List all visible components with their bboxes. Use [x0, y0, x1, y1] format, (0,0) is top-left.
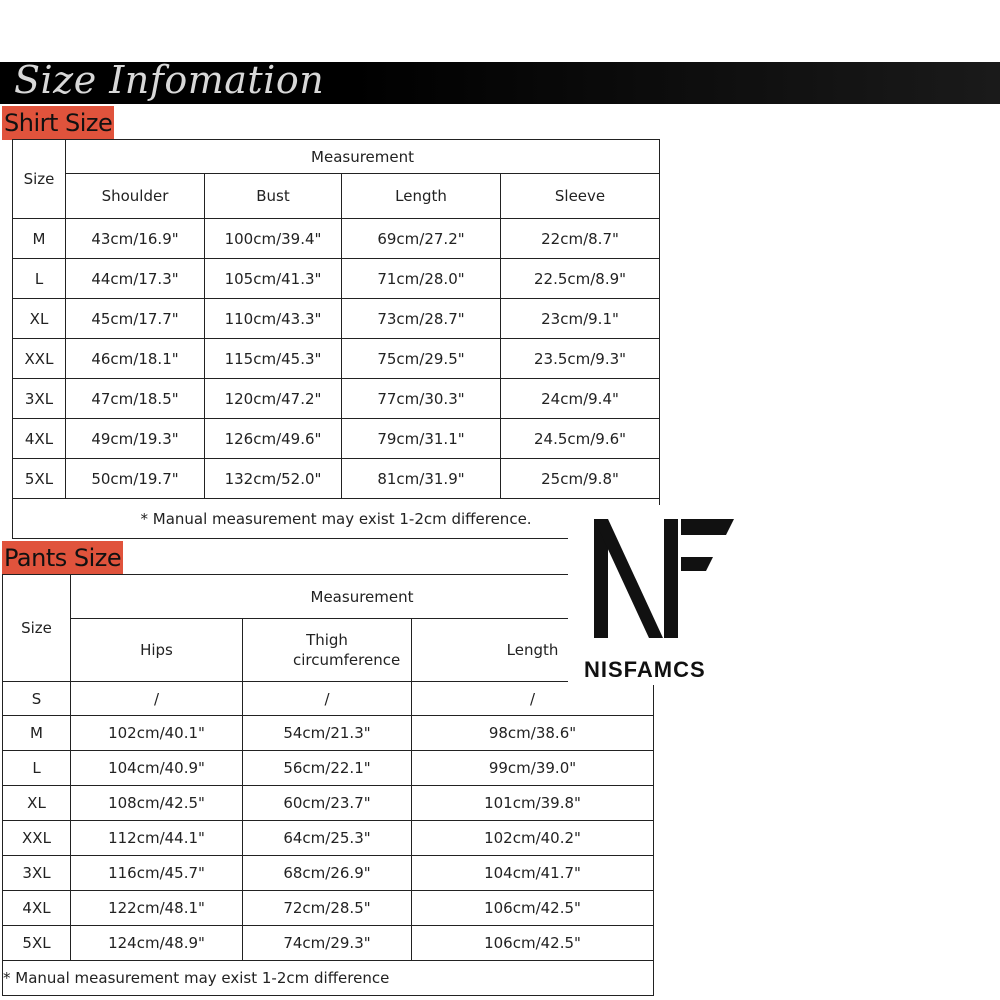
table-row	[3, 891, 654, 926]
value-cell: 98cm/38.6"	[412, 716, 654, 751]
size-cell: M	[3, 716, 71, 751]
size-cell: 5XL	[13, 459, 66, 499]
value-cell: 69cm/27.2"	[342, 219, 501, 259]
value-cell: 64cm/25.3"	[243, 821, 412, 856]
value-cell: /	[412, 682, 654, 716]
size-cell: 4XL	[3, 891, 71, 926]
value-cell: 50cm/19.7"	[66, 459, 205, 499]
table-row	[13, 339, 660, 379]
value-cell: /	[243, 682, 412, 716]
value-cell: 102cm/40.1"	[71, 716, 243, 751]
shirt-size-header: Size	[13, 140, 66, 219]
pants-measurement-header: Measurement	[71, 575, 654, 619]
value-cell: 108cm/42.5"	[71, 786, 243, 821]
value-cell: 99cm/39.0"	[412, 751, 654, 786]
table-row	[13, 219, 660, 259]
value-cell: 68cm/26.9"	[243, 856, 412, 891]
value-cell: 122cm/48.1"	[71, 891, 243, 926]
value-cell: 54cm/21.3"	[243, 716, 412, 751]
value-cell: 102cm/40.2"	[412, 821, 654, 856]
value-cell: 25cm/9.8"	[501, 459, 660, 499]
value-cell: 24.5cm/9.6"	[501, 419, 660, 459]
value-cell: 106cm/42.5"	[412, 926, 654, 961]
shirt-note: * Manual measurement may exist 1-2cm difference.	[13, 499, 660, 539]
table-row	[3, 682, 654, 716]
pants-col-header: Thigh circumference	[243, 619, 412, 682]
value-cell: 73cm/28.7"	[342, 299, 501, 339]
table-row	[13, 299, 660, 339]
value-cell: 110cm/43.3"	[205, 299, 342, 339]
value-cell: 104cm/40.9"	[71, 751, 243, 786]
size-cell: 3XL	[13, 379, 66, 419]
title-banner	[0, 58, 1000, 104]
value-cell: 74cm/29.3"	[243, 926, 412, 961]
size-cell: M	[13, 219, 66, 259]
value-cell: 22.5cm/8.9"	[501, 259, 660, 299]
size-cell: XXL	[3, 821, 71, 856]
size-cell: XL	[3, 786, 71, 821]
shirt-size-table	[12, 139, 660, 539]
pants-size-table	[2, 574, 654, 996]
brand-logo	[568, 505, 748, 685]
pants-size-header: Size	[3, 575, 71, 682]
pants-note: * Manual measurement may exist 1-2cm difference	[3, 961, 654, 996]
value-cell: 56cm/22.1"	[243, 751, 412, 786]
table-row	[3, 751, 654, 786]
size-cell: XXL	[13, 339, 66, 379]
table-row	[3, 821, 654, 856]
value-cell: 104cm/41.7"	[412, 856, 654, 891]
value-cell: 100cm/39.4"	[205, 219, 342, 259]
table-row	[3, 716, 654, 751]
value-cell: 75cm/29.5"	[342, 339, 501, 379]
size-cell: L	[13, 259, 66, 299]
shirt-size-label: Shirt Size	[2, 106, 114, 140]
pants-col-header: Length	[412, 619, 654, 682]
table-row	[3, 786, 654, 821]
value-cell: 47cm/18.5"	[66, 379, 205, 419]
value-cell: 79cm/31.1"	[342, 419, 501, 459]
page-title: Size Infomation	[14, 58, 325, 102]
value-cell: 132cm/52.0"	[205, 459, 342, 499]
table-row	[13, 459, 660, 499]
value-cell: 45cm/17.7"	[66, 299, 205, 339]
value-cell: 116cm/45.7"	[71, 856, 243, 891]
value-cell: 49cm/19.3"	[66, 419, 205, 459]
value-cell: 112cm/44.1"	[71, 821, 243, 856]
value-cell: 72cm/28.5"	[243, 891, 412, 926]
value-cell: 60cm/23.7"	[243, 786, 412, 821]
value-cell: 23cm/9.1"	[501, 299, 660, 339]
value-cell: 24cm/9.4"	[501, 379, 660, 419]
value-cell: 115cm/45.3"	[205, 339, 342, 379]
table-row	[13, 419, 660, 459]
table-row	[3, 856, 654, 891]
pants-col-header: Hips	[71, 619, 243, 682]
table-row	[3, 926, 654, 961]
value-cell: 43cm/16.9"	[66, 219, 205, 259]
nf-logo-icon	[568, 505, 748, 655]
size-cell: XL	[13, 299, 66, 339]
value-cell: 23.5cm/9.3"	[501, 339, 660, 379]
size-cell: L	[3, 751, 71, 786]
value-cell: 106cm/42.5"	[412, 891, 654, 926]
value-cell: 101cm/39.8"	[412, 786, 654, 821]
value-cell: 46cm/18.1"	[66, 339, 205, 379]
value-cell: 124cm/48.9"	[71, 926, 243, 961]
value-cell: 105cm/41.3"	[205, 259, 342, 299]
pants-size-label: Pants Size	[2, 541, 123, 575]
value-cell: 120cm/47.2"	[205, 379, 342, 419]
value-cell: 126cm/49.6"	[205, 419, 342, 459]
value-cell: /	[71, 682, 243, 716]
table-row	[13, 379, 660, 419]
shirt-col-header: Length	[342, 174, 501, 219]
shirt-measurement-header: Measurement	[66, 140, 660, 174]
size-cell: 4XL	[13, 419, 66, 459]
brand-name: NISFAMCS	[584, 657, 706, 682]
size-cell: 5XL	[3, 926, 71, 961]
table-row	[13, 259, 660, 299]
shirt-col-header: Shoulder	[66, 174, 205, 219]
value-cell: 77cm/30.3"	[342, 379, 501, 419]
size-cell: S	[3, 682, 71, 716]
value-cell: 22cm/8.7"	[501, 219, 660, 259]
value-cell: 44cm/17.3"	[66, 259, 205, 299]
value-cell: 81cm/31.9"	[342, 459, 501, 499]
size-cell: 3XL	[3, 856, 71, 891]
value-cell: 71cm/28.0"	[342, 259, 501, 299]
shirt-col-header: Bust	[205, 174, 342, 219]
shirt-col-header: Sleeve	[501, 174, 660, 219]
